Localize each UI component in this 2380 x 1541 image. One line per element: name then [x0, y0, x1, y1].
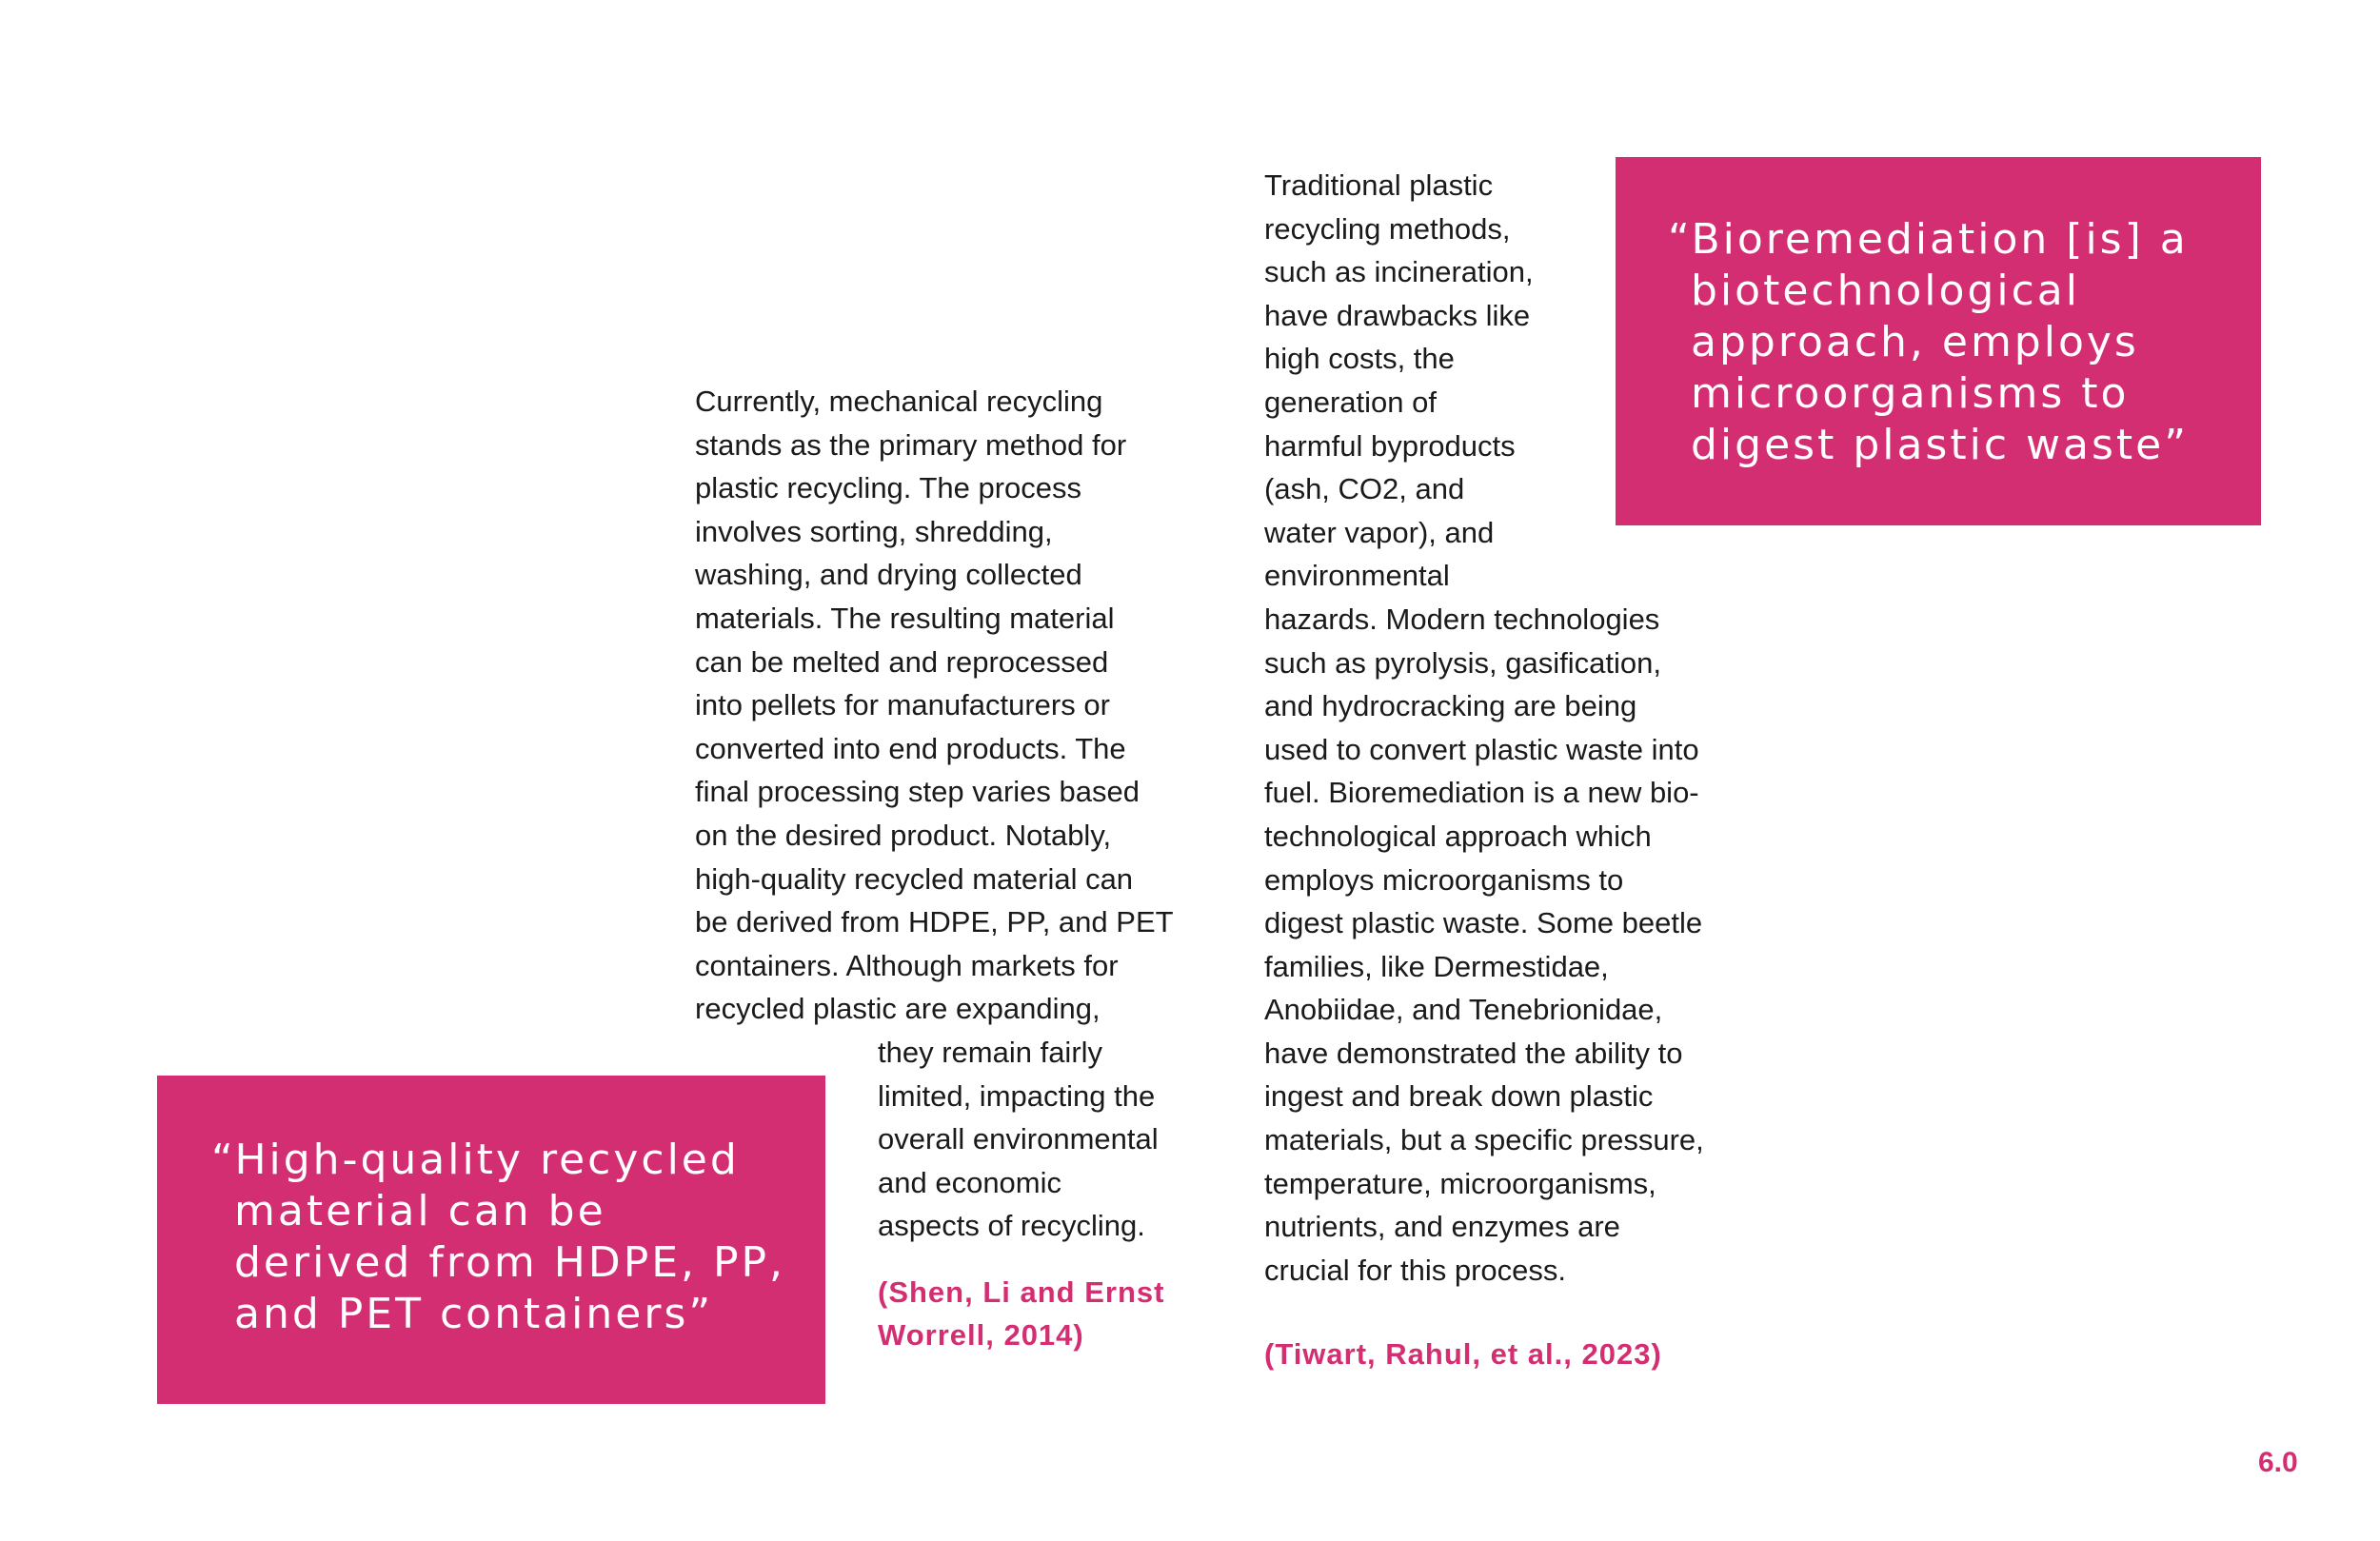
quote-line: “Bioremediation [is] a	[1668, 215, 2189, 264]
text-line: Traditional plastic	[1264, 168, 1494, 202]
text-line: ingest and break down plastic	[1264, 1079, 1654, 1114]
text-line: harmful byproducts	[1264, 428, 1516, 463]
citation-line: (Tiwart, Rahul, et al., 2023)	[1264, 1337, 1662, 1371]
quote-line: derived from HDPE, PP,	[234, 1238, 786, 1287]
page-number: 6.0	[2258, 1447, 2298, 1478]
text-line: (ash, CO2, and	[1264, 472, 1465, 506]
text-line: aspects of recycling.	[878, 1209, 1145, 1243]
text-line: and hydrocracking are being	[1264, 689, 1637, 723]
text-line: be derived from HDPE, PP, and PET	[695, 905, 1174, 939]
citation-tiwart	[1264, 1333, 1662, 1375]
text-line: nutrients, and enzymes are	[1264, 1210, 1620, 1244]
text-line: temperature, microorganisms,	[1264, 1166, 1656, 1200]
text-line: have drawbacks like	[1264, 298, 1531, 332]
body-text-traditional-recycling	[1264, 164, 1704, 1292]
text-line: crucial for this process.	[1264, 1253, 1566, 1287]
text-line: stands as the primary method for	[695, 427, 1127, 462]
text-line: final processing step varies based	[695, 775, 1140, 809]
text-line: recycling methods,	[1264, 211, 1511, 246]
text-line: overall environmental	[878, 1122, 1159, 1156]
text-line: Currently, mechanical recycling	[695, 385, 1103, 418]
text-line: limited, impacting the	[878, 1078, 1156, 1113]
text-line: generation of	[1264, 385, 1437, 419]
text-line: washing, and drying collected	[695, 558, 1082, 592]
text-line: have demonstrated the ability to	[1264, 1036, 1683, 1070]
body-text-mechanical-recycling	[695, 380, 1174, 1031]
text-line: plastic recycling. The process	[695, 471, 1082, 505]
pull-quote-bioremediation	[1616, 157, 2261, 525]
text-line: and economic	[878, 1165, 1062, 1199]
text-line: Anobiidae, and Tenebrionidae,	[1264, 993, 1663, 1027]
quote-line: biotechnological	[1691, 267, 2080, 315]
text-line: on the desired product. Notably,	[695, 818, 1112, 852]
text-line: such as pyrolysis, gasification,	[1264, 645, 1661, 680]
quote-line: microorganisms to	[1691, 369, 2130, 418]
quote-line: “High-quality recycled	[211, 1136, 740, 1184]
citation-line: Worrell, 2014)	[878, 1318, 1084, 1352]
text-line: environmental	[1264, 559, 1450, 593]
text-line: recycled plastic are expanding,	[695, 992, 1101, 1026]
text-line: involves sorting, shredding,	[695, 514, 1053, 548]
body-text-continued	[878, 1031, 1159, 1248]
text-line: high costs, the	[1264, 342, 1455, 376]
text-line: digest plastic waste. Some beetle	[1264, 906, 1703, 940]
text-line: water vapor), and	[1264, 515, 1495, 549]
text-line: fuel. Bioremediation is a new bio-	[1264, 776, 1699, 810]
citation-shen	[878, 1271, 1164, 1356]
text-line: high-quality recycled material can	[695, 861, 1134, 896]
text-line: such as incineration,	[1264, 255, 1534, 289]
text-line: employs microorganisms to	[1264, 862, 1624, 897]
quote-line: digest plastic waste”	[1691, 421, 2190, 469]
text-line: used to convert plastic waste into	[1264, 732, 1699, 766]
quote-line: and PET containers”	[234, 1290, 714, 1338]
text-line: materials. The resulting material	[695, 601, 1115, 635]
text-line: they remain fairly	[878, 1036, 1103, 1069]
text-line: into pellets for manufacturers or	[695, 688, 1110, 722]
quote-line: material can be	[234, 1187, 606, 1235]
text-line: hazards. Modern technologies	[1264, 602, 1660, 636]
text-line: materials, but a specific pressure,	[1264, 1123, 1704, 1157]
text-line: containers. Although markets for	[695, 948, 1119, 982]
text-line: can be melted and reprocessed	[695, 644, 1109, 679]
quote-line: approach, employs	[1691, 318, 2139, 366]
text-line: technological approach which	[1264, 819, 1652, 853]
pull-quote-high-quality	[157, 1076, 825, 1404]
text-line: families, like Dermestidae,	[1264, 949, 1609, 983]
text-line: converted into end products. The	[695, 731, 1126, 765]
citation-line: (Shen, Li and Ernst	[878, 1275, 1165, 1309]
